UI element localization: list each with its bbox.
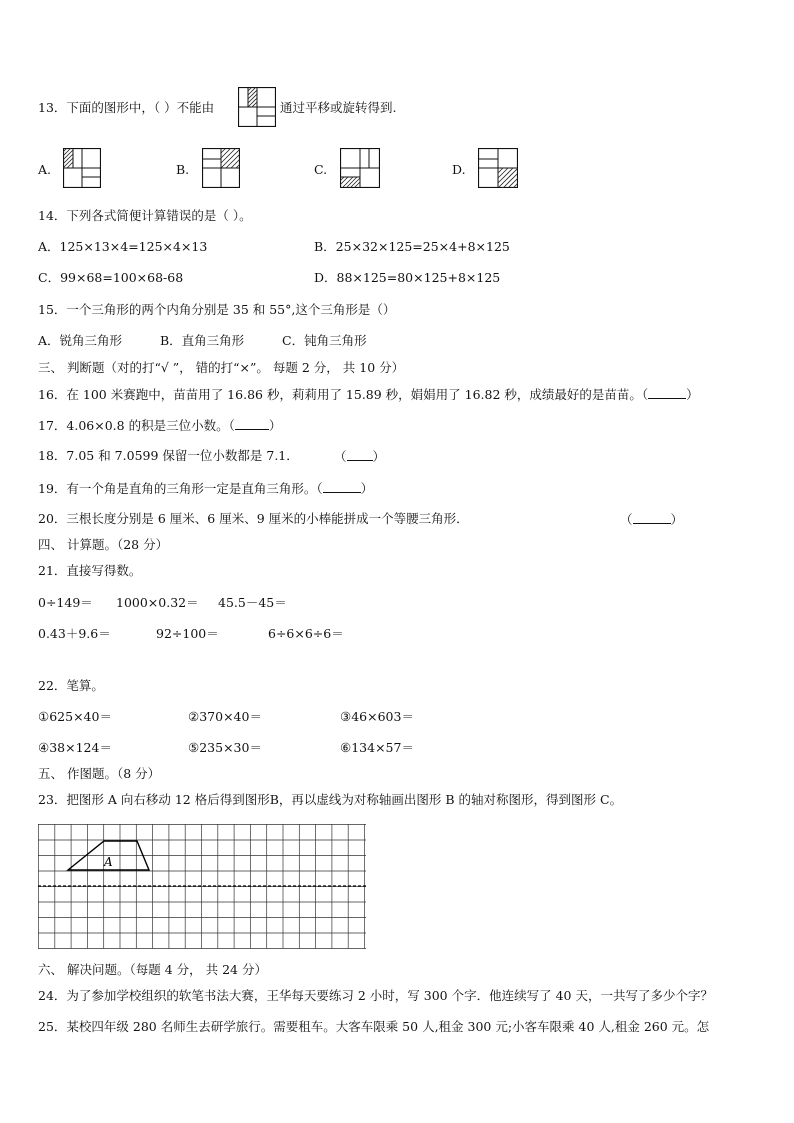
q19-answer-blank[interactable] [323, 480, 361, 493]
q16-answer-blank[interactable] [648, 386, 686, 399]
q17-close: ） [268, 418, 282, 433]
q13-option-c-figure [340, 148, 380, 188]
q22-item-2: ②370×40＝ [188, 709, 262, 724]
q20-answer [620, 511, 683, 528]
q23-stem: 23．把图形 A 向右移动 12 格后得到图形B，再以虚线为对称轴画出图形 B 的轴对称图形，得到图形 C。 [38, 792, 623, 807]
q21-item-1: 0÷149＝ [38, 595, 93, 610]
q19-close: ） [360, 481, 374, 496]
q15-stem: 15．一个三角形的两个内角分别是 35 和 55°,这个三角形是（） [38, 302, 396, 317]
q13-option-c: C. [314, 162, 328, 177]
q18-close: ） [372, 449, 386, 464]
q21-item-2: 1000×0.32＝ [116, 595, 199, 610]
q19 [38, 480, 373, 497]
q24-text: 24．为了参加学校组织的软笔书法大赛，王华每天要练习 2 小时，写 300 个字．他连续写了 40 天，一共写了多少个字？ [38, 988, 713, 1003]
q21-item-4: 0.43＋9.6＝ [38, 626, 111, 641]
q22-item-1: ①625×40＝ [38, 709, 112, 724]
q22-item-6: ⑥134×57＝ [340, 740, 414, 755]
q13-text-before: 13．下面的图形中，（ ）不能由 [38, 100, 215, 115]
q17-text: 17．4.06×0.8 的积是三位小数。（ [38, 418, 235, 433]
q25-text: 25．某校四年级 280 名师生去研学旅行。需要租车。大客车限乘 50 人,租金 300 元;小客车限乘 40 人,租金 260 元。怎 [38, 1019, 710, 1034]
q13-option-d: D. [452, 162, 466, 177]
q16-close: ） [686, 387, 699, 402]
q22-item-5: ⑤235×30＝ [188, 740, 262, 755]
q13-stem [38, 100, 214, 116]
q15-option-c: C．钝角三角形 [282, 333, 367, 348]
section-6-heading: 六、 解决问题。（每题 4 分， 共 24 分） [38, 962, 267, 977]
q15-option-b: B．直角三角形 [160, 333, 245, 348]
section-3-heading: 三、 判断题（对的打“√ ”， 错的打“×”。 每题 2 分， 共 10 分） [38, 360, 405, 375]
q14-option-b: B．25×32×125=25×4+8×125 [314, 239, 510, 254]
q18-answer-blank[interactable] [347, 448, 373, 461]
q20-answer-blank[interactable] [633, 511, 671, 524]
q18-answer [334, 448, 385, 465]
q16 [38, 386, 699, 403]
q17 [38, 417, 281, 434]
q14-option-d: D．88×125=80×125+8×125 [314, 270, 501, 285]
q16-text: 16．在 100 米赛跑中，苗苗用了 16.86 秒，莉莉用了 15.89 秒，娟娟用了 16.82 秒，成绩最好的是苗苗。（ [38, 387, 649, 402]
q13-reference-figure [238, 87, 276, 127]
q19-text: 19．有一个角是直角的三角形一定是直角三角形。（ [38, 481, 323, 496]
q13-option-b-figure [202, 148, 240, 188]
q14-option-c: C．99×68=100×68-68 [38, 270, 184, 285]
q20-open: （ [620, 512, 633, 527]
q17-answer-blank[interactable] [235, 417, 269, 430]
q21-item-6: 6÷6×6÷6＝ [268, 626, 344, 641]
q22-item-4: ④38×124＝ [38, 740, 112, 755]
q13-text-after: 通过平移或旋转得到. [280, 100, 397, 115]
q13-option-d-figure [478, 148, 518, 188]
q13-option-a: A. [38, 162, 52, 177]
q20-close: ） [670, 512, 684, 527]
q22-item-3: ③46×603＝ [340, 709, 414, 724]
section-5-heading: 五、 作图题。（8 分） [38, 766, 161, 781]
q13-option-a-figure [63, 148, 101, 188]
q20-text: 20．三根长度分别是 6 厘米、6 厘米、9 厘米的小棒能拼成一个等腰三角形． [38, 511, 469, 526]
q18-open: （ [334, 449, 347, 464]
q21-item-3: 45.5－45＝ [218, 595, 287, 610]
q21-stem: 21．直接写得数。 [38, 563, 142, 578]
q14-stem: 14．下列各式简便计算错误的是（ ）。 [38, 208, 252, 223]
q15-option-a: A．锐角三角形 [38, 333, 123, 348]
q23-grid[interactable] [38, 824, 366, 950]
q18-text: 18．7.05 和 7.0599 保留一位小数都是 7.1． [38, 448, 299, 463]
q21-item-5: 92÷100＝ [156, 626, 219, 641]
q13-option-b: B. [176, 162, 190, 177]
section-4-heading: 四、 计算题。（28 分） [38, 537, 169, 552]
q22-stem: 22．笔算。 [38, 678, 104, 693]
q14-option-a: A．125×13×4=125×4×13 [38, 239, 208, 254]
q23-shape-label: A [104, 855, 113, 869]
